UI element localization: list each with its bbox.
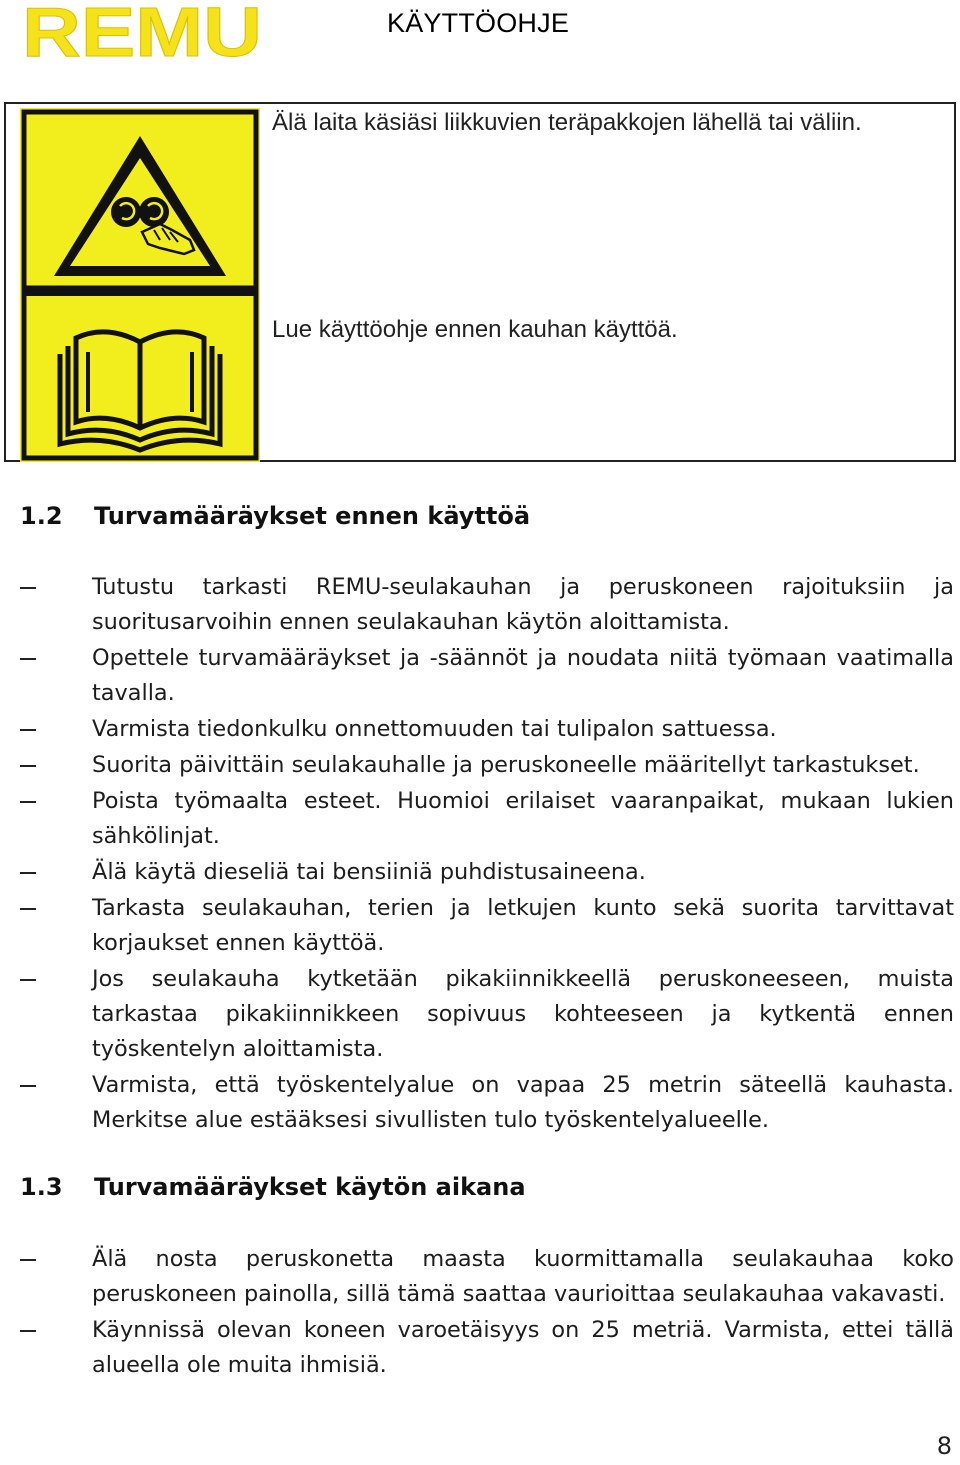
section-heading-1-3 [20, 1173, 526, 1201]
sign-warning-text: Älä laita käsiäsi liikkuvien teräpakkojen lähellä tai väliin. [272, 109, 862, 136]
list-item: Älä käytä dieseliä tai bensiiniä puhdistusaineena. [20, 855, 954, 890]
document-title: KÄYTTÖOHJE [387, 8, 570, 38]
remu-logo [22, 2, 264, 62]
section-number: 1.3 [20, 1173, 63, 1201]
list-item: Varmista, että työskentelyalue on vapaa 25 metrin säteellä kauhasta. Merkitse alue estääksesi sivullisten tulo työskentelyalueelle. [20, 1068, 954, 1138]
sign-manual-text: Lue käyttöohje ennen kauhan käyttöä. [272, 316, 678, 343]
section-title: Turvamääräykset käytön aikana [94, 1173, 526, 1201]
list-item: Poista työmaalta esteet. Huomioi erilaiset vaaranpaikat, mukaan lukien sähkölinjat. [20, 784, 954, 854]
list-item: Suorita päivittäin seulakauhalle ja peruskoneelle määritellyt tarkastukset. [20, 748, 954, 783]
section-1-2-list [20, 570, 954, 1139]
list-item: Älä nosta peruskonetta maasta kuormittamalla seulakauhaa koko peruskoneen painolla, sillä tämä saattaa vaurioittaa seulakauhaa vakavasti. [20, 1242, 954, 1312]
list-item: Tarkasta seulakauhan, terien ja letkujen kunto sekä suorita tarvittavat korjaukset ennen käyttöä. [20, 891, 954, 961]
logo-text: REMU [22, 2, 262, 62]
page-number: 8 [936, 1432, 952, 1460]
list-item: Opettele turvamääräykset ja -säännöt ja noudata niitä työmaan vaatimalla tavalla. [20, 641, 954, 711]
list-item: Käynnissä olevan koneen varoetäisyys on 25 metriä. Varmista, ettei tällä alueella ole muita ihmisiä. [20, 1313, 954, 1383]
section-title: Turvamääräykset ennen käyttöä [94, 502, 531, 530]
section-1-3-list [20, 1242, 954, 1384]
list-item: Jos seulakauha kytketään pikakiinnikkeellä peruskoneeseen, muista tarkastaa pikakiinnikkeen sopivuus kohteeseen ja kytkentä ennen työskentelyn aloittamista. [20, 962, 954, 1067]
list-item: Tutustu tarkasti REMU-seulakauhan ja peruskoneen rajoituksiin ja suoritusarvoihin ennen seulakauhan käytön aloittamista. [20, 570, 954, 640]
section-heading-1-2 [20, 502, 530, 530]
section-number: 1.2 [20, 502, 63, 530]
safety-sign-box [4, 102, 956, 462]
list-item: Varmista tiedonkulku onnettomuuden tai tulipalon sattuessa. [20, 712, 954, 747]
safety-sign-panel [20, 108, 260, 462]
